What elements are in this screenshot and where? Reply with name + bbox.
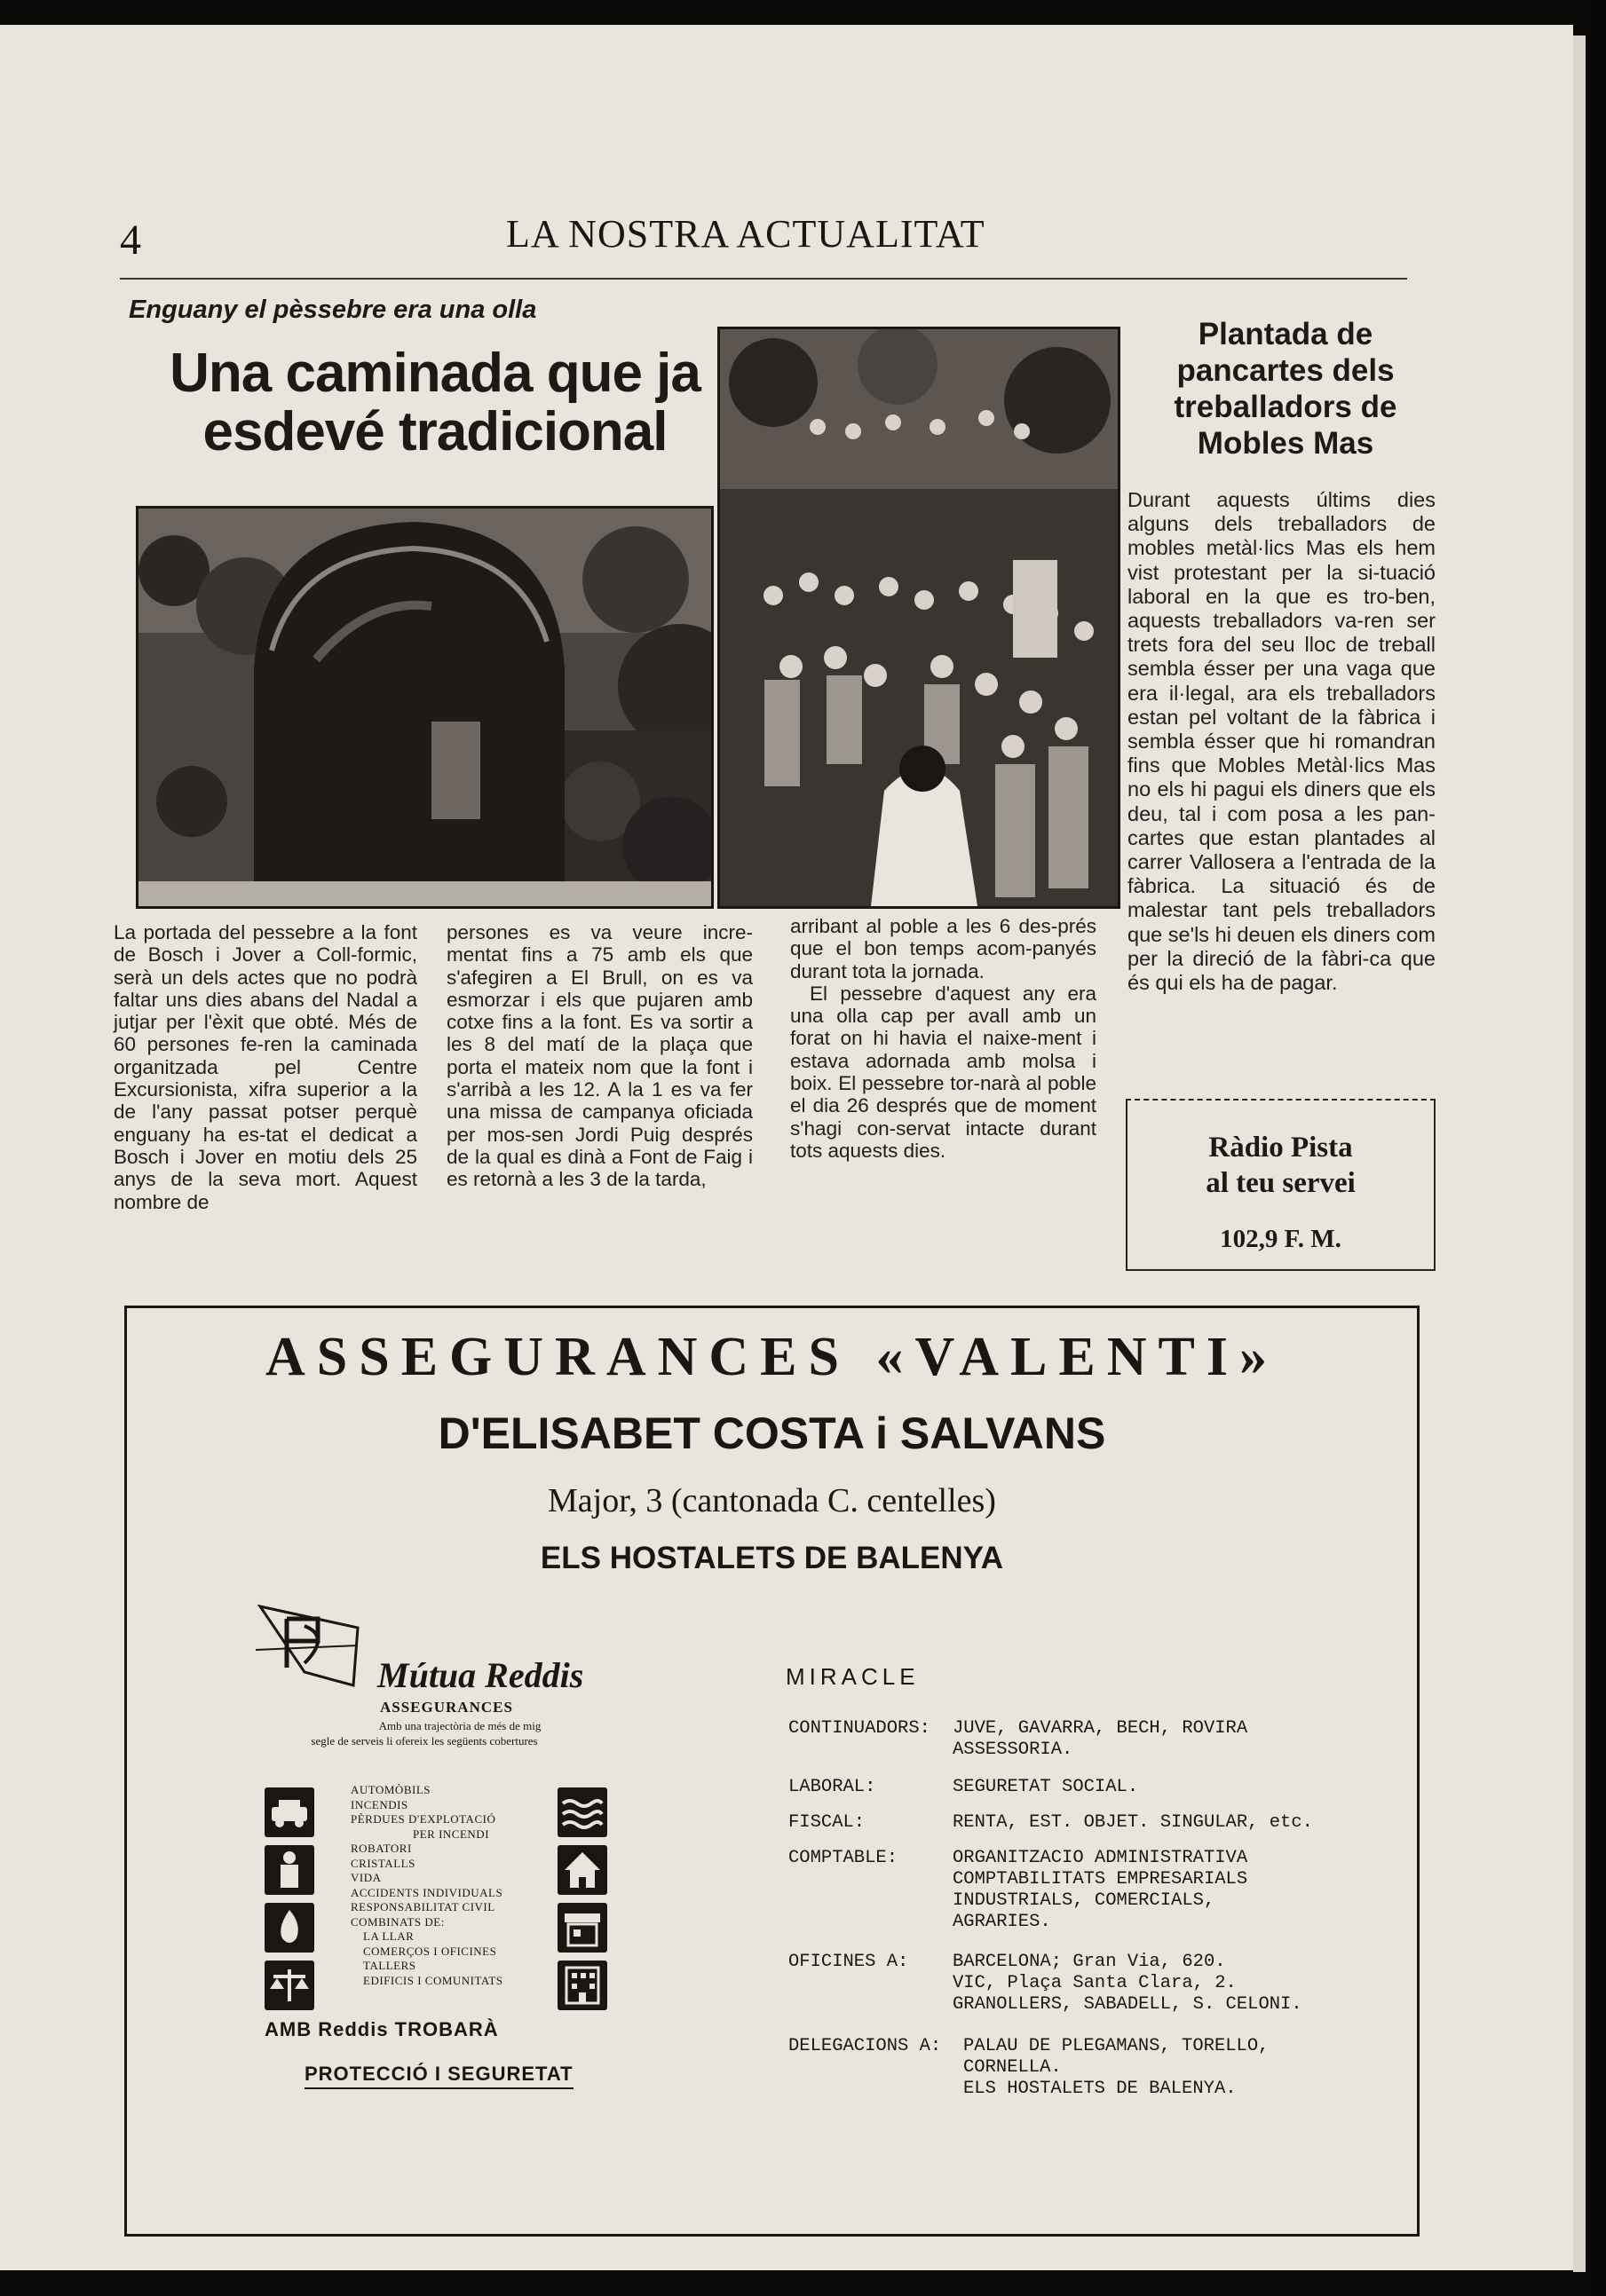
miracle-label: COMPTABLE: xyxy=(788,1848,898,1868)
article-kicker: Enguany el pèssebre era una olla xyxy=(129,296,537,324)
miracle-value-line: GRANOLLERS, SABADELL, S. CELONI. xyxy=(953,1994,1302,2015)
miracle-value xyxy=(953,1812,1313,1834)
article-column-2: persones es va veure incre-mentat fins a 75 amb els que s'afegiren a El Brull, on es va esmorzar i els que pujaren amb cotxe fins a la font. Es va sortir a les 8 del matí de la plaça que porta el mateix nom que la font i s'arribà a les 12. A la 1 es va fer una missa de campanya oficiada per mos-sen Jordi Puig després de la qual es dinà a Font de Faig i es retornà a les 3 de la tarda, xyxy=(447,921,753,1191)
section-title: LA NOSTRA ACTUALITAT xyxy=(506,212,985,256)
radio-ad-frequency: 102,9 F. M. xyxy=(1220,1225,1341,1253)
miracle-value xyxy=(953,1952,1302,2016)
coverage-item: EDIFICIS I COMUNITATS xyxy=(363,1973,503,1987)
coverage-item: RESPONSABILITAT CIVIL xyxy=(351,1900,495,1913)
coverage-item: TALLERS xyxy=(363,1959,416,1972)
car-icon xyxy=(265,1787,314,1837)
gathering-photo xyxy=(717,327,1120,909)
miracle-value-line: ORGANITZACIO ADMINISTRATIVA xyxy=(953,1848,1248,1868)
miracle-value-line: CORNELLA. xyxy=(963,2057,1062,2078)
coverage-item: PÈRDUES D'EXPLOTACIÓ xyxy=(351,1812,496,1826)
coverage-list xyxy=(351,1783,503,1988)
miracle-value-line: RENTA, EST. OBJET. SINGULAR, etc. xyxy=(953,1812,1313,1833)
miracle-value-line: PALAU DE PLEGAMANS, TORELLO, xyxy=(963,2036,1270,2056)
coverage-item: COMERÇOS I OFICINES xyxy=(363,1944,497,1958)
coverage-item: AUTOMÒBILS xyxy=(351,1783,431,1796)
article-column-3 xyxy=(790,915,1096,1162)
miracle-label: LABORAL: xyxy=(788,1777,876,1797)
shop-icon xyxy=(558,1903,607,1953)
article-headline: Una caminada que ja esdevé tradicional xyxy=(170,343,700,462)
mutua-tagline: Amb una trajectòria de més de mig xyxy=(378,1719,542,1732)
coverage-item: LA LLAR xyxy=(363,1929,415,1943)
coverage-item: COMBINATS DE: xyxy=(351,1914,445,1929)
miracle-value-line: ELS HOSTALETS DE BALENYA. xyxy=(963,2079,1237,2099)
people-icon xyxy=(265,1845,314,1895)
pessebre-photo xyxy=(136,506,714,909)
miracle-value-line: ASSESSORIA. xyxy=(953,1740,1073,1760)
fire-icon xyxy=(265,1903,314,1953)
building-icon xyxy=(558,1961,607,2010)
article-paragraph: arribant al poble a les 6 des-prés que el bon temps acom-panyés durant tota la jornada. xyxy=(790,915,1096,982)
miracle-value-line: SEGURETAT SOCIAL. xyxy=(953,1777,1139,1797)
miracle-value-line: AGRARIES. xyxy=(953,1912,1051,1932)
ad-address: Major, 3 (cantonada C. centelles) xyxy=(548,1482,996,1519)
coverage-item: ACCIDENTS INDIVIDUALS xyxy=(351,1885,503,1899)
water-icon xyxy=(558,1787,607,1837)
coverage-item: ROBATORI xyxy=(351,1842,412,1855)
mutua-assurance-label: ASSEGURANCES xyxy=(380,1699,513,1716)
newspaper-page xyxy=(0,25,1573,2270)
radio-ad-line: al teu servei xyxy=(1206,1167,1356,1199)
house-icon xyxy=(558,1845,607,1895)
mutua-tagline: segle de serveis li ofereix les següents cobertures xyxy=(311,1734,538,1748)
sidebar-headline: Plantada de pancartes dels treballadors de Mobles Mas xyxy=(1174,317,1397,461)
scan-border xyxy=(1586,0,1606,2296)
coverage-item: PER INCENDI xyxy=(413,1827,490,1841)
miracle-value xyxy=(953,1718,1247,1761)
article-column-1: La portada del pessebre a la font de Bosch i Jover a Coll-formic, serà un dels actes que no podrà faltar uns dies abans del Nadal a jutjar per l'èxit que obté. Més de 60 persones fe-ren la caminada organitzada pel Centre Excursionista, xifra superior a la de l'any passat potser perquè enguany ha es-tat el dedicat a Bosch i Jover en motiu dels 25 anys de la seva mort. Aquest nombre de xyxy=(114,921,417,1213)
radio-ad-line: Ràdio Pista xyxy=(1208,1132,1353,1164)
mutua-brand: Mútua Reddis xyxy=(377,1655,584,1695)
miracle-label: CONTINUADORS: xyxy=(788,1718,930,1739)
coverage-item: VIDA xyxy=(351,1871,382,1884)
ad-town: ELS HOSTALETS DE BALENYA xyxy=(540,1541,1004,1575)
miracle-value-line: INDUSTRIALS, COMERCIALS, xyxy=(953,1890,1215,1911)
miracle-value xyxy=(953,1848,1247,1933)
page-number: 4 xyxy=(120,217,141,264)
miracle-value-line: BARCELONA; Gran Via, 620. xyxy=(953,1952,1226,1972)
radio-ad-box xyxy=(1126,1099,1436,1271)
miracle-title: MIRACLE xyxy=(786,1663,920,1690)
article-paragraph: El pessebre d'aquest any era una olla cap per avall amb un forat on hi havia el naixe-ment i estava adornada amb molsa i boix. El pessebre tor-narà al poble el dia 26 després que de moment s'hagi con-servat intacte durant tots aquests dies. xyxy=(790,982,1096,1162)
sidebar-body: Durant aquests últims dies alguns dels treballadors de mobles metàl·lics Mas els hem vist protestant per la si-tuació laboral en la que es tro-ben, aquests treballadors va-ren ser trets fora del seu lloc de treball sembla ésser per una vaga que era il·legal, ara els treballadors estan pel voltant de la fàbrica i sembla ésser que hi romandran fins que Mobles Metàl·lics Mas no els hi pagui els diners que els deu, tal i com posa a les pan-cartes que estan plantades al carrer Vallosera a l'entrada de la fàbrica. La situació és de malestar tant pels treballadors que se'ls hi deuen els diners com per la direció de la fàbri-ca que és qui els ha de pagar. xyxy=(1127,488,1436,995)
ad-subtitle: D'ELISABET COSTA i SALVANS xyxy=(438,1408,1106,1458)
miracle-value xyxy=(963,2036,1269,2100)
insurance-ad-box xyxy=(124,1306,1420,2237)
ad-title: ASSEGURANCES «VALENTI» xyxy=(265,1327,1279,1387)
miracle-label: DELEGACIONS A: xyxy=(788,2036,942,2056)
coverage-item: CRISTALLS xyxy=(351,1856,415,1870)
miracle-value xyxy=(953,1777,1138,1798)
miracle-value-line: VIC, Plaça Santa Clara, 2. xyxy=(953,1973,1237,1993)
mutua-slogan: AMB Reddis TROBARÀ xyxy=(265,2018,499,2040)
miracle-value-line: COMPTABILITATS EMPRESARIALS xyxy=(953,1869,1248,1890)
mutua-protection: PROTECCIÓ I SEGURETAT xyxy=(305,2063,574,2089)
miracle-label: FISCAL: xyxy=(788,1812,866,1833)
scales-icon xyxy=(265,1961,314,2010)
next-page-edge xyxy=(1573,36,1586,2272)
header-rule xyxy=(120,278,1407,280)
miracle-value-line: JUVE, GAVARRA, BECH, ROVIRA xyxy=(953,1718,1248,1739)
coverage-item: INCENDIS xyxy=(351,1797,408,1811)
miracle-label: OFICINES A: xyxy=(788,1952,909,1972)
